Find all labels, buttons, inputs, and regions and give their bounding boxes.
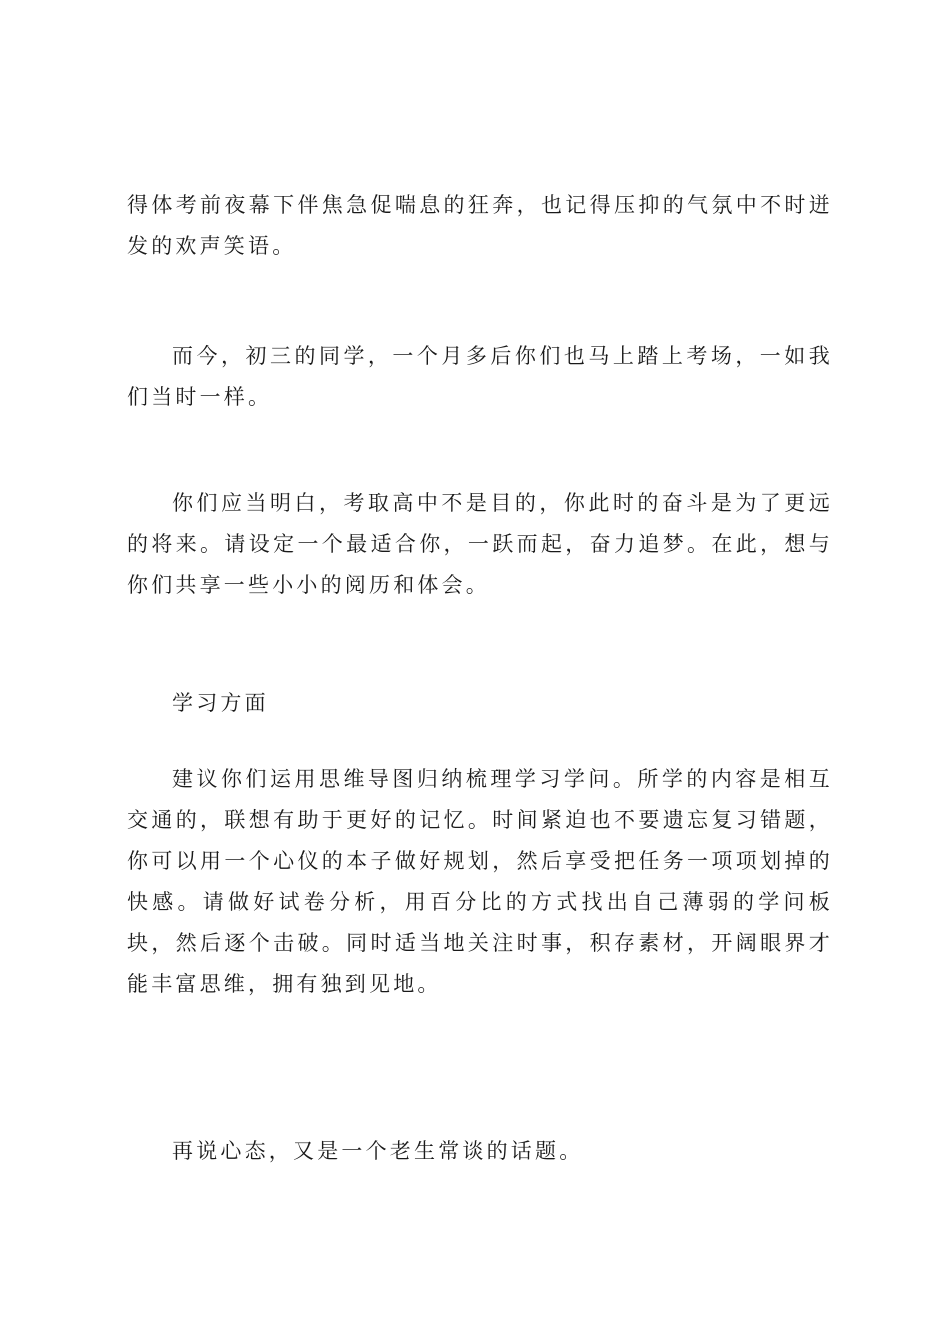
paragraph-mindset-intro: 再说心态，又是一个老生常谈的话题。	[172, 1139, 584, 1163]
paragraph-continuation: 得体考前夜幕下伴焦急促喘息的狂奔，也记得压抑的气氛中不时迸发的欢声笑语。	[127, 193, 833, 258]
section-heading-study: 学习方面	[172, 691, 269, 715]
paragraph-goal-advice: 你们应当明白，考取高中不是目的，你此时的奋斗是为了更远的将来。请设定一个最适合你，一跃而起，奋力追梦。在此，想与你们共享一些小小的阅历和体会。	[127, 491, 833, 597]
paragraph-study-methods: 建议你们运用思维导图归纳梳理学习学问。所学的内容是相互交通的，联想有助于更好的记忆。时间紧迫也不要遗忘复习错题，你可以用一个心仪的本子做好规划，然后享受把任务一项项划掉的快感。请做好试卷分析，用百分比的方式找出自己薄弱的学问板块，然后逐个击破。同时适当地关注时事，积存素材，开阔眼界才能丰富思维，拥有独到见地。	[127, 767, 833, 996]
paragraph-exam-approaching: 而今，初三的同学，一个月多后你们也马上踏上考场，一如我们当时一样。	[127, 344, 833, 409]
